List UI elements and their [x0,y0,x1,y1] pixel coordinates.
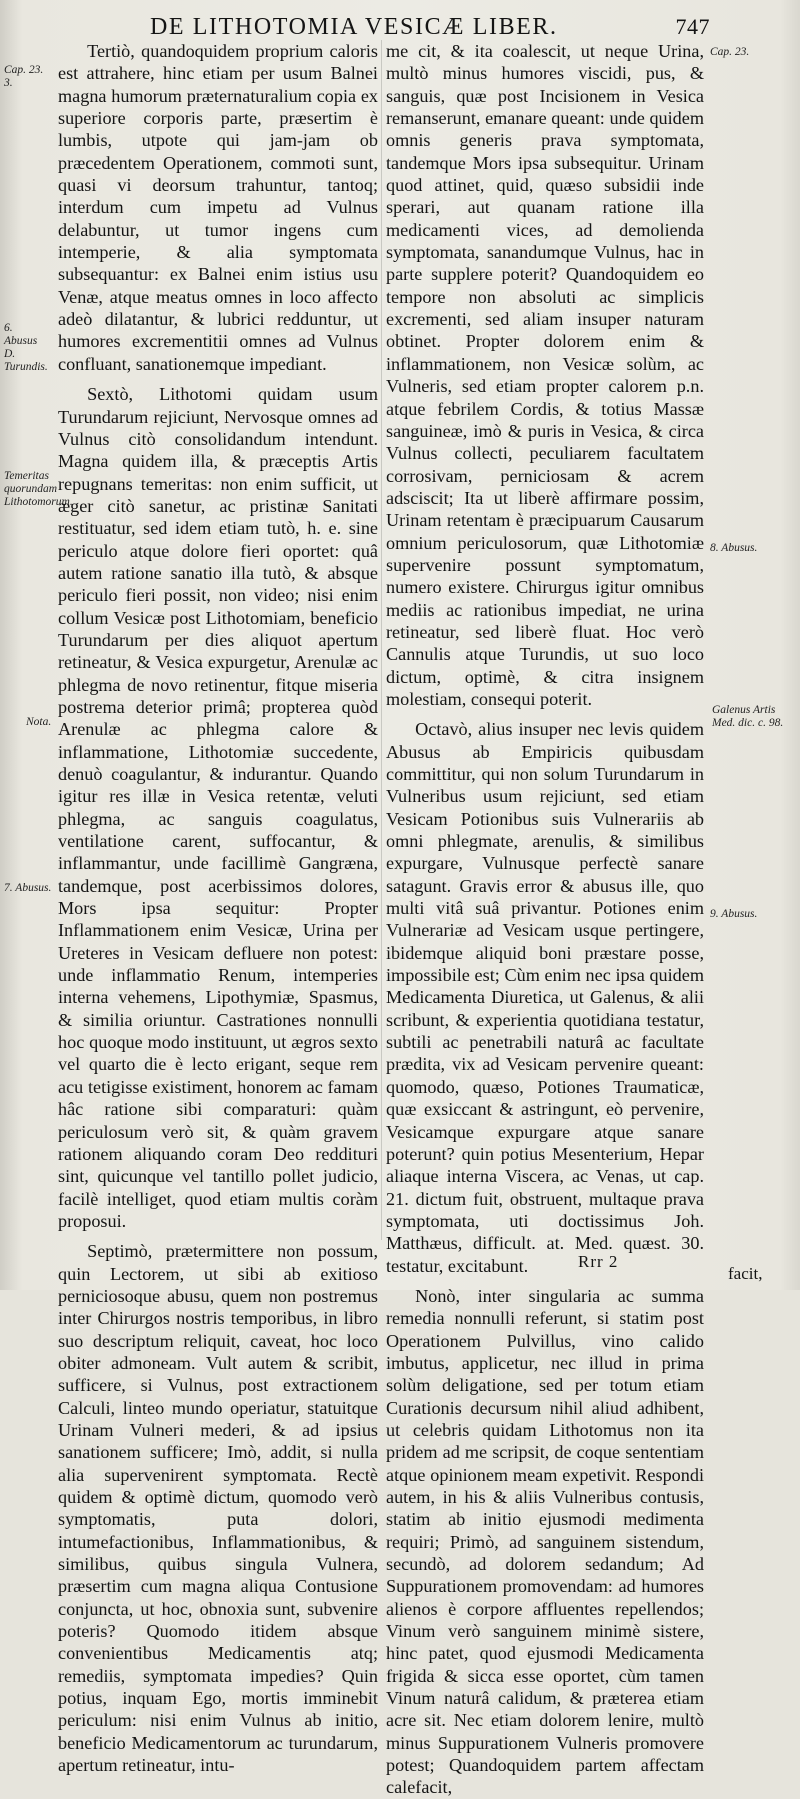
margin-note-right-4: 9. Abusus. [710,908,758,920]
page-number: 747 [675,14,710,39]
left-column [58,40,378,1776]
paragraph-tertio: Tertiò, quandoquidem proprium caloris est attrahere, hinc etiam per usum Balnei magna humorum præternaturalium copia ex superiore corporis parte, præsertim è lumbis, utpote qui jam-jam ob præcedentem Operationem, commoti sunt, quasi vi deorsum trahuntur, tantoq; interdum cum impetu ad Vulnus delabuntur, ut tumor ingens cum intemperie, & alia symptomata subsequantur: ex Balnei enim istius usu Venæ, atque meatus omnes in loco affecto adeò dilatantur, & lubrici redduntur, ut humores excrementitii omnes ad Vulnus confluant, sanationemque impediant. [58,41,378,374]
margin-note-right-1: Cap. 23. [710,46,750,58]
margin-note-left-1: Cap. 23. 3. [4,64,44,89]
paragraph-sexto: Sextò, Lithotomi quidam usum Turundarum rejiciunt, Nervosque omnes ad Vulnus citò consolidandum intendunt. Magna quidem illa, & præceptis Artis repugnans temeritas: non enim sufficit, ut æger citò sanetur, ac pristinæ Sanitati restituatur, sed idem etiam tutò, h. e. sine periculo atque dolore fieri oportet: quâ autem ratione sanatio illa tutò, & absque periculo fieri possit, non video; nisi enim collum Vesicæ post Lithotomiam, beneficio Turundarum per dies aliquot apertum retineatur, & Vesica expurgetur, Arenulæ ac phlegma de novo retinentur, fitque miseria postrema deterior primâ; propterea quòd Arenulæ ac phlegma calore & inflammatione, Lithotomiæ succedente, denuò coagulantur, & indurantur. Quando igitur res illæ in Vesica retentæ, veluti phlegma, ac sanguis coagulatus, ventilatione carent, suffocantur, & inflammantur, unde facillimè Gangræna, tandemque, post acerbissimos dolores, Mors ipsa sequitur: Propter Inflammationem enim Vesicæ, Urina per Ureteres in Vesicam defluere non potest: unde inflammatio Renum, intemperies interna vehemens, Lipothymiæ, Spasmus, & similia oriuntur. Castrationes nonnulli hoc quoque modo instituunt, ut ægros sexto vel quarto die è lecto erigant, seque rem acu tetigisse existiment, honorem ac famam hâc ratione sibi comparaturi: quàm periculosum verò sit, & quàm gravem rationem aliquando coram Deo reddituri sint, quicunque vel tantillo pollet judicio, facilè intelliget, quod etiam multis coràm proposui. [58,384,378,1231]
paragraph-continuation: me cit, & ita coalescit, ut neque Urina, multò minus humores viscidi, pus, & sanguis, quæ post Incisionem in Vesica remanserunt, emanare queant: unde quidem omnis generis prava symptomata, tandemque Mors ipsa subsequitur. Urinam quod attinet, quid, quæso subsidii inde sperari, aut quanam ratione illa medicamenti vices, ad demolienda symptomata, sanandumque Vulnus, hac in parte supplere poterit? Quandoquidem eo tempore non absoluti ac simplicis excrementi, sed aliam insuper naturam obtinet. Propter dolorem enim & inflammationem, non Vesicæ solùm, ac Vulneris, sed etiam propter calorem p.n. atque febrilem Cordis, & totius Massæ sanguineæ, imò & puris in Vesica, & circa Vulnus collecti, peculiarem facultatem corrosivam, perniciosam & acrem adsciscit; Ita ut liberè affirmare possim, Urinam retentam è præcipuarum Causarum omnium periculosorum, quæ Lithotomiæ supervenire possunt symptomatum, numero existere. Chirurgus igitur omnibus mediis ac rationibus impediat, ne urina retineatur, sed liberè fluat. Hoc verò Cannulis atque Turundis, ut suo loco dictum, optimè, & citra insignem molestiam, consequi poterit. [386,41,704,709]
margin-note-left-5: 7. Abusus. [4,882,52,894]
paragraph-septimo: Septimò, prætermittere non possum, quin Lectorem, ut sibi ab exitioso perniciosoque abusu, quem non postremus inter Chirurgos nostris temporibus, in libro suo descriptum reliquit, caveat, hoc loco obiter admoneam. Vult autem & scribit, sufficere, si Vulnus, post extractionem Calculi, linteo mundo operiatur, statuitque Urinam Vulneri mederi, & ad ipsius sanationem sufficere; Imò, addit, si nulla alia supervenirent symptomata. Rectè quidem & optimè dictum, quomodo verò symptomatis, puta dolori, intumefactionibus, Inflammationibus, & similibus, quibus singula Vulnera, præsertim cum magna aliqua Contusione conjuncta, ut hoc, obnoxia sunt, subvenire poteris? Quomodo itidem absque convenientibus Medicamentis atq; remediis, symptomata impedies? Quin potius, inquam Ego, mortis imminebit periculum: nisi enim Vulnus ab initio, beneficio Medicamentorum ac turundarum, apertum retineatur, intu- [58,1241,378,1776]
signature-mark: Rrr 2 [578,1252,619,1271]
catchword: facit, [728,1264,763,1283]
right-column [386,40,704,1799]
margin-note-left-4: Nota. [26,716,52,728]
paragraph-octavo: Octavò, alius insuper nec levis quidem Abusus ab Empiricis quibusdam committitur, qui non solum Turundarum in Vulneribus usum rejiciunt, sed etiam Vesicam Potionibus suis Vulnerariis ab omni phlegmate, arenulis, & similibus expurgare, Vulnusque perfectè sanare satagunt. Gravis error & abusus ille, quo multi vitâ suâ privantur. Potiones enim Vulnerariæ ad Vesicam usque pertingere, ibidemque aliquid boni præstare posse, impossibile est; Cùm enim nec ipsa quidem Medicamenta Diuretica, ut Galenus, & alii scribunt, & experientia quotidiana testatur, subtili ac penetrabili naturâ ac facultate prædita, vix ad Vesicam pervenire queant: quomodo, quæso, Potiones Traumaticæ, quæ exsiccant & astringunt, eò pervenire, Vesicamque expurgare atque sanare poterunt? quin potius Mesenterium, Hepar aliaque interna Viscera, ac Venas, ut cap. 21. dictum fuit, obstruent, multaque prava symptomata, uti doctissimus Joh. Matthæus, difficult. at. Med. quæst. 30. testatur, excitabunt. [386,719,704,1276]
margin-note-left-2: 6. Abusus D. Turundis. [4,322,48,373]
margin-note-right-3: Galenus Artis Med. dic. c. 98. [712,704,784,729]
margin-note-left-3: Temeritas quorundam Lithotomorum. [4,470,73,508]
paragraph-nono: Nonò, inter singularia ac summa remedia nonnulli referunt, si statim post Operationem Pulvillus, vino calido imbutus, applicetur, nec illud in prima solùm deligatione, sed per totum etiam Curationis decursum nihil aliud adhibent, ut celebris quidam Lithotomus non ita pridem ad me scripsit, de coque sententiam atque opinionem meam expetivit. Respondi autem, in his & aliis Vulneribus contusis, statim ab initio ejusmodi medimenta requiri; Primò, ad sanguinem sistendum, secundò, ad dolorem sedandum; Ad Suppurationem promovendam: ad humores alienos è corpore affluentes repellendos; Vinum verò sanguinem minimè sistere, hinc patet, quod ejusmodi Medicamenta frigida & sicca esse oportet, cùm tamen Vinum naturâ calidum, & præterea etiam acre sit. Nec etiam dolorem lenire, multò minus Suppurationem Vulneris promovere potest; Quandoquidem partem affectam calefacit, [386,1285,704,1798]
column-divider [381,40,382,1240]
running-title: DE LITHOTOMIA VESICÆ LIBER. [150,14,558,40]
margin-note-right-2: 8. Abusus. [710,542,758,554]
